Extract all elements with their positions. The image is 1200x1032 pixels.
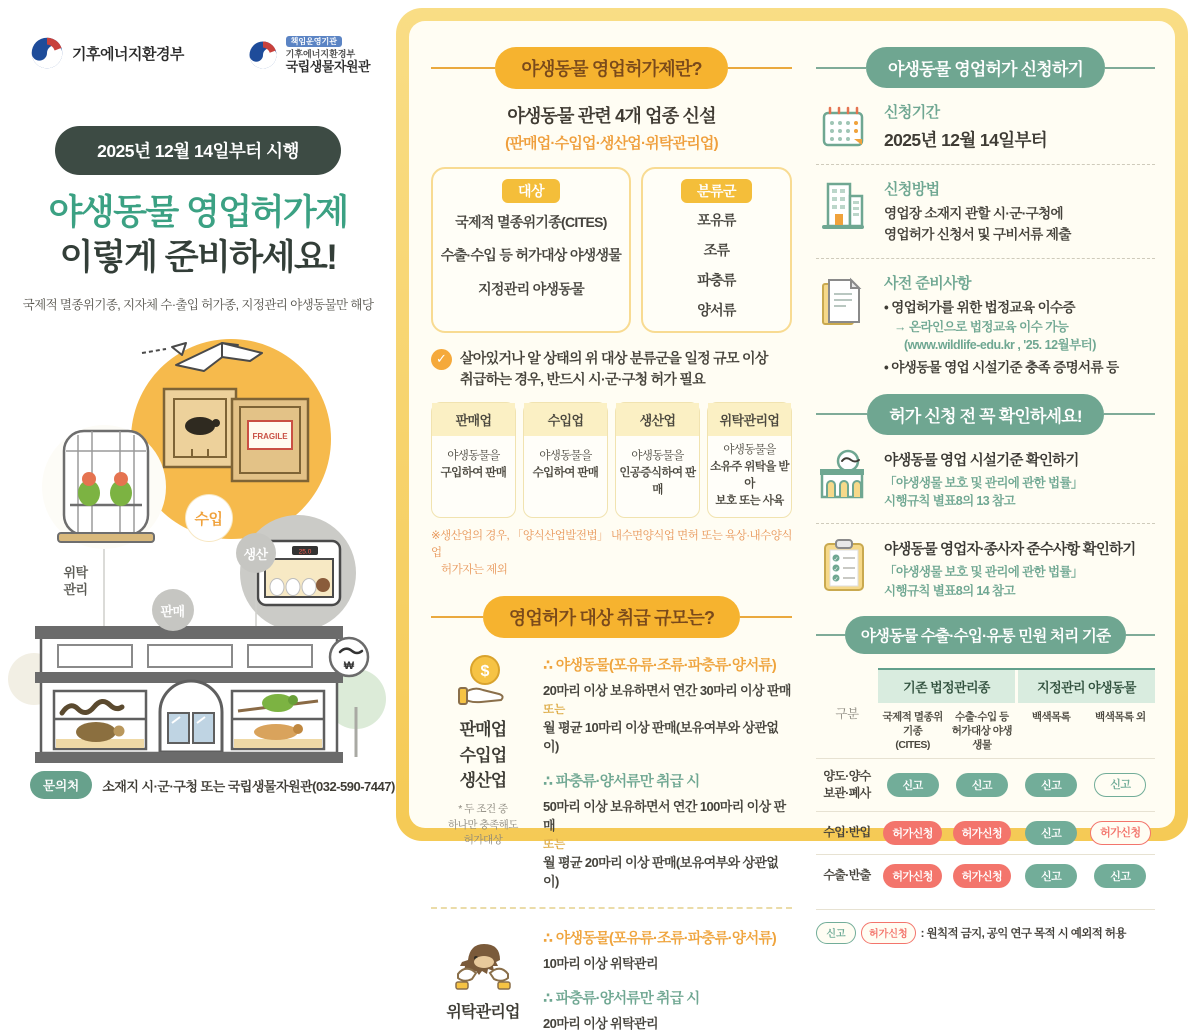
section-title: 야생동물 영업허가제란? — [495, 47, 727, 89]
status-cell — [1086, 773, 1155, 797]
contact-text: 소재지 시·군·구청 또는 국립생물자원관(032-590-7447) — [102, 778, 395, 794]
column-group-designated: 지정관리 야생동물 — [1018, 670, 1155, 703]
apply-item-method — [816, 178, 1155, 246]
status-cell — [1086, 821, 1155, 845]
column-what-is — [409, 21, 804, 1032]
status-cell — [947, 864, 1016, 888]
sale-label: 판매 — [152, 589, 194, 631]
rule-or: 또는 — [543, 704, 566, 717]
consignment-label-line2: 관리 — [63, 581, 88, 597]
card-title: 위탁관리업 — [708, 403, 791, 436]
permit-table-head — [816, 668, 1155, 759]
apply-period-value: 2025년 12월 14일부터 — [884, 130, 1048, 150]
card-line: 수입하여 판매 — [532, 466, 599, 479]
class-line: 파충류 — [697, 271, 736, 288]
status-cell — [1086, 864, 1155, 888]
consignment-label — [64, 565, 88, 599]
check-item-title: 야생동물 영업 시설기준 확인하기 — [884, 452, 1079, 469]
intro-bold: 야생동물 관련 4개 업종 신설 — [507, 106, 716, 126]
scale-note-line: 허가대상 — [463, 834, 503, 847]
status-cell — [947, 773, 1016, 797]
section-title: 야생동물 영업허가 신청하기 — [866, 47, 1105, 88]
apply-item-title: 신청기간 — [884, 104, 940, 121]
contact-row — [30, 771, 396, 799]
consignment-left — [431, 934, 535, 1025]
status-badge: 허가신청 — [883, 821, 942, 845]
scale-note-line: 하나만 충족해도 — [448, 818, 518, 831]
status-cell — [1017, 864, 1086, 888]
checklist-clipboard-icon — [816, 538, 872, 592]
status-badge: 신고 — [1094, 773, 1146, 797]
poster-title-line2: 이렇게 준비하세요! — [59, 238, 337, 278]
section-title: 영업허가 대상 취급 규모는? — [483, 596, 740, 638]
status-badge: 허가신청 — [1090, 821, 1151, 845]
ministry-logo — [30, 36, 184, 70]
prep-bullet: • 야생동물 영업 시설기준 충족 증명서류 등 — [884, 360, 1119, 376]
row-label: 양도·양수 보관·폐사 — [823, 769, 871, 800]
rule-title-wildlife: ∴ 야생동물(포유류·조류·파충류·양서류) — [543, 931, 776, 948]
status-cell — [947, 821, 1016, 845]
scale-note — [431, 802, 535, 849]
prep-url-line: (www.wildlife-edu.kr , '25. 12월부터) — [904, 338, 1096, 353]
section-header-permit-table — [816, 616, 1155, 654]
sale-scale-rules — [535, 654, 792, 890]
institute-logo — [248, 36, 370, 74]
ministry-name: 기후에너지환경부 — [72, 45, 184, 63]
institute-name: 국립생물자원관 — [285, 58, 370, 74]
agency-type-badge: 책임운영기관 — [286, 36, 342, 47]
target-line: 수출·수입 등 허가대상 야생생물 — [440, 247, 622, 264]
check-note-line1: 살아있거나 알 상태의 위 대상 분류군을 일정 규모 이상 — [460, 349, 768, 366]
institute-parent-name: 기후에너지환경부 — [285, 49, 356, 60]
government-emblem-icon — [30, 36, 64, 70]
shop-illustration — [26, 327, 371, 765]
business-card-consignment — [707, 402, 792, 518]
card-title: 판매업 — [432, 403, 515, 436]
card-line: 인공증식하여 판매 — [619, 466, 696, 497]
header-line-left — [431, 616, 483, 618]
header-line-right — [1126, 634, 1155, 636]
status-badge: 신고 — [956, 773, 1008, 797]
table-legend — [816, 909, 1155, 944]
crate-fragile-sticker: FRAGILE — [251, 432, 288, 442]
status-cell — [878, 864, 947, 888]
enforcement-date-banner: 2025년 12월 14일부터 시행 — [55, 126, 341, 175]
poster-title-line1: 야생동물 영업허가제 — [48, 193, 348, 233]
building-icon — [816, 178, 870, 246]
apply-method-line: 영업장 소재지 관할 시·군·구청에 — [884, 206, 1063, 221]
check-item-law: 「야생생물 보호 및 관리에 관한 법률」 — [884, 565, 1083, 580]
shop-illustration-svg — [26, 327, 371, 765]
apply-item-body — [884, 272, 1119, 379]
rule-line: 10마리 이상 위탁관리 — [543, 956, 658, 972]
header-line-right — [728, 67, 792, 69]
business-label: 수입업 — [459, 745, 507, 765]
apply-method-line: 영업허가 신청서 및 구비서류 제출 — [884, 226, 1071, 242]
permit-table — [816, 668, 1155, 944]
subcol-non-whitelist: 백색목록 외 — [1095, 710, 1146, 723]
calendar-icon — [816, 101, 870, 152]
scale-note-line: * 두 조건 중 — [458, 802, 508, 815]
rule-line: 20마리 이상 위탁관리 — [543, 1016, 658, 1032]
card-title: 수입업 — [524, 403, 607, 436]
status-badge: 신고 — [1025, 864, 1077, 888]
card-body — [708, 436, 791, 517]
check-item-ref: 시행규칙 별표8의 14 참고 — [884, 583, 1015, 598]
institute-name-stack — [286, 36, 370, 74]
incubator-display: 25.0 — [298, 548, 311, 556]
table-row-import — [816, 811, 1155, 854]
section-header-what-is — [431, 47, 792, 89]
status-badge: 허가신청 — [883, 864, 942, 888]
check-item-sub — [884, 474, 1083, 512]
import-label: 수입 — [186, 495, 232, 541]
consignment-scale-block — [431, 927, 792, 1032]
status-badge: 신고 — [1094, 864, 1146, 888]
status-cell — [1017, 821, 1086, 845]
check-item-sub — [884, 563, 1135, 601]
table-corner-label: 구분 — [835, 706, 859, 721]
info-board — [396, 8, 1188, 1032]
dashed-divider — [816, 164, 1155, 165]
import-crates — [164, 389, 308, 481]
svg-text:✓: ✓ — [833, 557, 839, 564]
sale-scale-block — [431, 654, 792, 890]
business-card-sale — [431, 402, 516, 518]
info-board-inner — [409, 21, 1175, 1032]
header-line-left — [431, 67, 495, 69]
dashed-divider — [816, 258, 1155, 259]
card-line: 야생동물을 — [539, 449, 592, 462]
documents-icon — [816, 272, 870, 379]
hedgehog-hands-icon — [452, 934, 514, 990]
table-row-export — [816, 854, 1155, 897]
row-label: 수출·반출 — [823, 868, 871, 883]
sale-scale-left — [431, 654, 535, 890]
target-line: 지정관리 야생동물 — [478, 280, 584, 297]
svg-text:✓: ✓ — [833, 567, 839, 574]
prep-arrow-line: → 온라인으로 법정교육 이수 가능 — [894, 320, 1069, 335]
dashed-divider — [431, 907, 792, 909]
business-label: 판매업 — [459, 720, 507, 740]
subcol-cites: 국제적 멸종위기종 (CITES) — [882, 710, 943, 751]
card-line: 구입하여 판매 — [440, 466, 507, 479]
status-badge: 허가신청 — [953, 864, 1012, 888]
target-badge: 대상 — [502, 179, 560, 203]
rule-title-reptile: ∴ 파충류·양서류만 취급 시 — [543, 774, 700, 791]
class-line: 양서류 — [697, 301, 736, 318]
status-badge: 허가신청 — [953, 821, 1012, 845]
row-cells — [878, 773, 1155, 797]
class-line: 포유류 — [697, 212, 736, 228]
check-item-compliance — [816, 538, 1155, 601]
section-header-scale — [431, 596, 792, 638]
birdcage-icon — [58, 431, 154, 542]
legend-text: : 원칙적 금지, 공익 연구 목적 시 예외적 허용 — [920, 927, 1126, 940]
card-line: 야생동물을 — [723, 443, 776, 456]
row-cells — [878, 821, 1155, 845]
business-label: 생산업 — [459, 771, 507, 791]
rule-line: 50마리 이상 보유하면서 연간 100마리 이상 판매 — [543, 799, 786, 834]
consignment-rules — [535, 927, 792, 1032]
card-line: 야생동물을 — [631, 449, 684, 462]
target-line: 국제적 멸종위기종(CITES) — [455, 214, 607, 230]
status-cell — [878, 773, 947, 797]
section-header-apply — [816, 47, 1155, 88]
legend-permit-badge: 허가신청 — [861, 922, 916, 944]
intro-block — [431, 102, 792, 153]
production-label: 생산 — [236, 533, 276, 573]
prep-bullet: • 영업허가를 위한 법정교육 이수증 — [884, 299, 1075, 315]
check-item-body — [884, 449, 1083, 512]
consignment-label-line1: 위탁 — [63, 565, 88, 581]
tortoise-illustration — [76, 722, 116, 742]
production-footnote — [431, 528, 792, 580]
subcol-permit-species: 수출·수입 등 허가대상 야생생물 — [951, 710, 1013, 751]
business-type-cards — [431, 402, 792, 518]
card-body — [616, 436, 699, 512]
card-line: 야생동물을 — [447, 449, 500, 462]
header-line-left — [816, 634, 845, 636]
svg-text:$: $ — [480, 663, 490, 681]
subcol-whitelist: 백색목록 — [1031, 710, 1071, 723]
storefront-illustration — [35, 626, 368, 763]
footnote-line2: 허가자는 제외 — [441, 564, 508, 577]
apply-item-body — [884, 178, 1071, 246]
check-item-law: 「야생생물 보호 및 관리에 관한 법률」 — [884, 475, 1083, 490]
svg-text:✓: ✓ — [833, 577, 839, 584]
header-line-right — [1105, 67, 1155, 69]
check-note — [431, 348, 792, 390]
table-head-right — [878, 668, 1155, 759]
check-item-ref: 시행규칙 별표8의 13 참고 — [884, 494, 1015, 509]
check-icon: ✓ — [431, 349, 452, 370]
rule-title-reptile: ∴ 파충류·양서류만 취급 시 — [543, 991, 700, 1008]
header-line-left — [816, 67, 866, 69]
check-item-title: 야생동물 영업자·종사자 준수사항 확인하기 — [884, 542, 1136, 559]
rule-or: 또는 — [543, 839, 566, 852]
rule-title-wildlife: ∴ 야생동물(포유류·조류·파충류·양서류) — [543, 658, 776, 675]
status-cell — [1017, 773, 1086, 797]
rule-line: 월 평균 20마리 이상 판매(보유여부와 상관없이) — [543, 855, 779, 890]
header-line-left — [816, 413, 867, 415]
class-badge: 분류군 — [681, 179, 752, 203]
table-subheader-row — [878, 703, 1155, 759]
section-title: 야생동물 수출·수입·유통 민원 처리 기준 — [845, 616, 1127, 654]
business-card-import — [523, 402, 608, 518]
card-body — [524, 436, 607, 495]
logos-row — [0, 0, 396, 74]
table-group-row — [878, 668, 1155, 703]
legend-report-badge: 신고 — [816, 922, 856, 944]
status-badge: 신고 — [887, 773, 939, 797]
consignment-business-label: 위탁관리업 — [446, 1004, 520, 1022]
column-group-existing: 기존 법정관리종 — [878, 670, 1015, 703]
check-note-line2: 취급하는 경우, 반드시 시·군·구청 허가 필요 — [460, 370, 706, 387]
row-label: 수입·반입 — [823, 825, 871, 840]
apply-item-title: 사전 준비사항 — [884, 274, 971, 292]
left-panel — [0, 0, 396, 848]
target-class-boxes — [431, 167, 792, 333]
card-title: 생산업 — [616, 403, 699, 436]
target-box — [431, 167, 631, 333]
apply-item-preparation — [816, 272, 1155, 379]
column-apply — [804, 21, 1175, 941]
class-line: 조류 — [703, 241, 730, 258]
table-row-transfer — [816, 758, 1155, 811]
intro-sub: (판매업·수입업·생산업·위탁관리업) — [505, 135, 718, 152]
dashed-divider — [816, 523, 1155, 524]
card-body — [432, 436, 515, 495]
check-item-body — [884, 538, 1135, 601]
poster-title — [0, 191, 396, 281]
header-line-right — [1104, 413, 1155, 415]
check-item-facility — [816, 449, 1155, 512]
status-badge: 신고 — [1025, 773, 1077, 797]
apply-item-title: 신청방법 — [884, 181, 940, 198]
section-title: 허가 신청 전 꼭 확인하세요! — [867, 394, 1103, 435]
contact-badge: 문의처 — [30, 771, 92, 799]
rule-line: 20마리 이상 보유하면서 연간 30마리 이상 판매 — [543, 683, 791, 699]
footnote-line1: ※생산업의 경우, 「양식산업발전법」 내수면양식업 면허 또는 육상·내수양식업 — [431, 529, 792, 559]
header-line-right — [740, 616, 792, 618]
row-cells — [878, 864, 1155, 888]
lizard-illustration — [254, 724, 298, 740]
business-card-production — [615, 402, 700, 518]
facility-standard-icon — [816, 449, 872, 501]
apply-item-period — [816, 101, 1155, 152]
status-cell — [878, 821, 947, 845]
card-line: 소유주 위탁을 받아 — [710, 460, 789, 491]
class-box — [641, 167, 792, 333]
money-hand-icon — [455, 654, 511, 706]
apply-item-body — [884, 101, 1047, 152]
rule-line: 월 평균 10마리 이상 판매(보유여부와 상관없이) — [543, 720, 779, 755]
section-header-check — [816, 394, 1155, 435]
government-emblem-icon — [248, 40, 278, 70]
won-sign: ₩ — [343, 660, 354, 673]
card-line: 보호 또는 사육 — [715, 495, 784, 508]
status-badge: 신고 — [1025, 821, 1077, 845]
business-labels — [431, 717, 535, 794]
check-note-text — [460, 348, 768, 390]
poster-subtitle: 국제적 멸종위기종, 지자체 수·출입 허가종, 지정관리 야생동물만 해당 — [22, 298, 374, 313]
